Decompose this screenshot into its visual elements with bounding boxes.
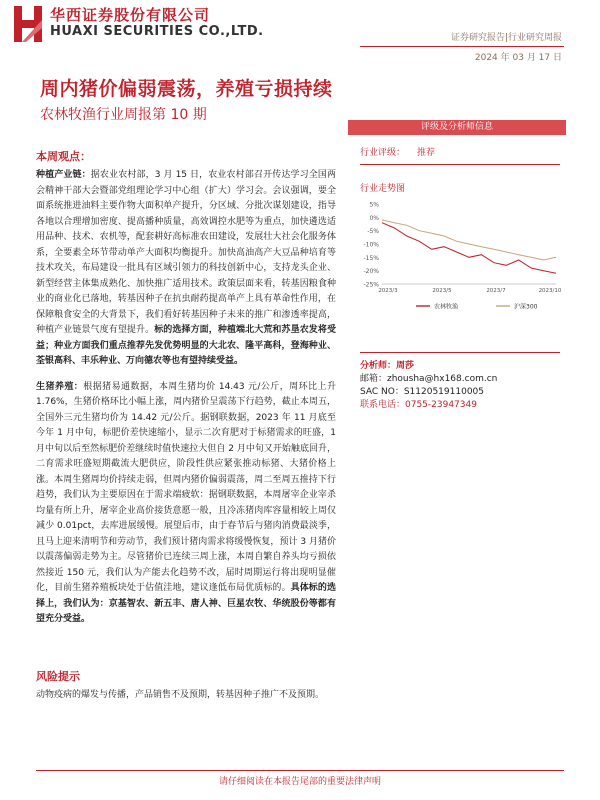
section-view-heading: 本周观点： — [36, 150, 91, 163]
legend-label-0: 农林牧渔 — [434, 303, 459, 311]
pig-target: 具体标的选择上，我们认为：京基智农、新五丰、唐人神、巨星农牧、华统股份等都有望充分受益。 — [36, 583, 336, 624]
footer-disclaimer: 请仔细阅读在本报告尾部的重要法律声明 — [218, 777, 381, 787]
seed-label: 种植产业链： — [36, 170, 91, 180]
rating-label: 行业评级： — [360, 148, 406, 158]
y-tick-label: -25% — [363, 281, 379, 289]
analyst-name: 周莎 — [396, 361, 415, 371]
rating-box-title: 评级及分析师信息 — [348, 120, 566, 135]
pig-paragraph — [36, 380, 336, 628]
footer-divider — [36, 770, 564, 771]
y-tick-label: 5% — [369, 201, 379, 209]
pig-label: 生猪养殖： — [36, 381, 84, 392]
pig-text: 根据猪易通数据，本周生猪均价 14.43 元/公斤，周环比上升 1.76%，生猪价格环比小幅上涨，周内猪价呈震荡下行趋势，截止本周五，全国外三元生猪均价为 14.42 元/公斤。据钢联数据，2023 年 11 月底至今年 1 月中旬，标肥价差快速缩小，显示二次育肥对于标猪需求的旺盛，1 月中旬以后至然标肥价差继续时值快速拉大但自 2 月中旬又开始触底回升，二育需求旺盛短期截流大肥供应，阶段性供应紧张推动标猪、大猪价格上涨。本周生猪周均价持续走弱，但周内猪价偏弱震荡，周二至周五推持下行趋势，我们认为主要原因在于需求端疲软：据钢联数据，本周屠宰企业宰杀均量有所上升，屠宰企业高价接货意愿一般，且冷冻猪肉库容量相较上周仅减少 0.01pct，去库进展缓慢。展望后市，由于春节后与猪肉消费最淡季，且马上迎来清明节和劳动节，我们预计猪肉需求将缓慢恢复，预计 3 月猪价以震荡偏弱走势为主。尽管猪价已连续三周上涨，本周自繁自养头均亏损依然接近 150 元，我们认为产能去化趋势不改，届时周期运行将出现明显催化，目前生猪养殖板块处于估值洼地，建议逢低布局优质标的。 — [36, 381, 336, 593]
analyst-divider — [360, 352, 560, 353]
industry-rating — [360, 145, 435, 158]
seed-target: 标的选择方面，种植端北大荒和苏垦农发将受益；种业方面我们重点推荐先发优势明显的大北农、隆平高科，登海种业、荃银高科、丰乐种业、万向德农等也有望持续受益。 — [36, 325, 336, 366]
x-tick-label: 2023/3 — [378, 288, 398, 294]
y-tick-label: 0% — [369, 214, 379, 222]
analyst-sac: SAC NO：S1120519110005 — [360, 387, 484, 397]
y-tick-label: -10% — [363, 241, 379, 249]
seed-paragraph — [36, 168, 336, 370]
report-date: 2024 年 03 月 17 日 — [474, 53, 562, 63]
main-content — [36, 148, 336, 628]
y-tick-label: -20% — [363, 268, 379, 276]
y-tick-label: -5% — [367, 228, 379, 236]
header-divider — [360, 46, 564, 47]
industry-trend-chart — [356, 198, 566, 318]
analyst-label: 分析师： — [360, 361, 397, 371]
analyst-info — [360, 360, 497, 412]
company-logo — [14, 4, 264, 46]
risk-section — [36, 668, 336, 704]
x-tick-label: 2023/10 — [538, 288, 562, 294]
company-name-cn: 华西证券股份有限公司 — [50, 6, 211, 24]
x-tick-label: 2023/7 — [486, 288, 506, 294]
risk-text: 动物疫病的爆发与传播，产品销售不及预期，转基因种子推广不及预期。 — [36, 690, 325, 700]
series-line-0 — [382, 223, 556, 274]
huaxi-logo-icon — [14, 6, 44, 42]
chart-title: 行业走势图 — [360, 184, 406, 194]
report-type: 证券研究报告|行业研究周报 — [450, 33, 562, 43]
seed-text: 据农业农村部，3 月 15 日，农业农村部召开传达学习全国两会精神干部大会暨部党组理论学习中心组（扩大）学习会。会议强调，要全面系统推进油料主要作物大面积单产提升，分区域、分批次谋划建设，指导各地以合理增加密度、提高播种质量，高效调控水肥等为重点，加快遴选适用品种、技术、农机等，配套耕好高标准农田建设，发展壮大社会化服务体系，全要素全环节带动单产大面积均衡提升。加快高油高产大豆品种培育等技术攻关，布局建设一批具有区域引领力的科技创新中心，支持龙头企业、新型经营主体集成熟化、加快推广适用技术。政策层面来看，转基因粮食种业的商业化已落地，转基因种子在抗虫耐药提高单产上具有革命性作用，在保障粮食安全的大背景下，我们看好转基因种子未来的推广和渗透率提高，种植产业链景气度有望提升。 — [36, 170, 336, 335]
y-tick-label: -15% — [363, 254, 379, 262]
report-title: 周内猪价偏弱震荡，养殖亏损持续 — [40, 78, 333, 100]
rating-value: 推荐 — [417, 148, 436, 158]
risk-heading: 风险提示 — [36, 670, 80, 683]
analyst-email: 邮箱：zhousha@hx168.com.cn — [360, 374, 498, 384]
legend-label-1: 沪深300 — [514, 303, 538, 311]
company-name-en: HUAXI SECURITIES CO.,LTD. — [50, 24, 264, 39]
x-tick-label: 2023/5 — [432, 288, 452, 294]
rating-divider — [360, 164, 560, 165]
report-subtitle: 农林牧渔行业周报第 10 期 — [40, 107, 207, 123]
analyst-phone: 联系电话：0755-23947349 — [360, 400, 477, 410]
series-line-1 — [382, 220, 556, 260]
